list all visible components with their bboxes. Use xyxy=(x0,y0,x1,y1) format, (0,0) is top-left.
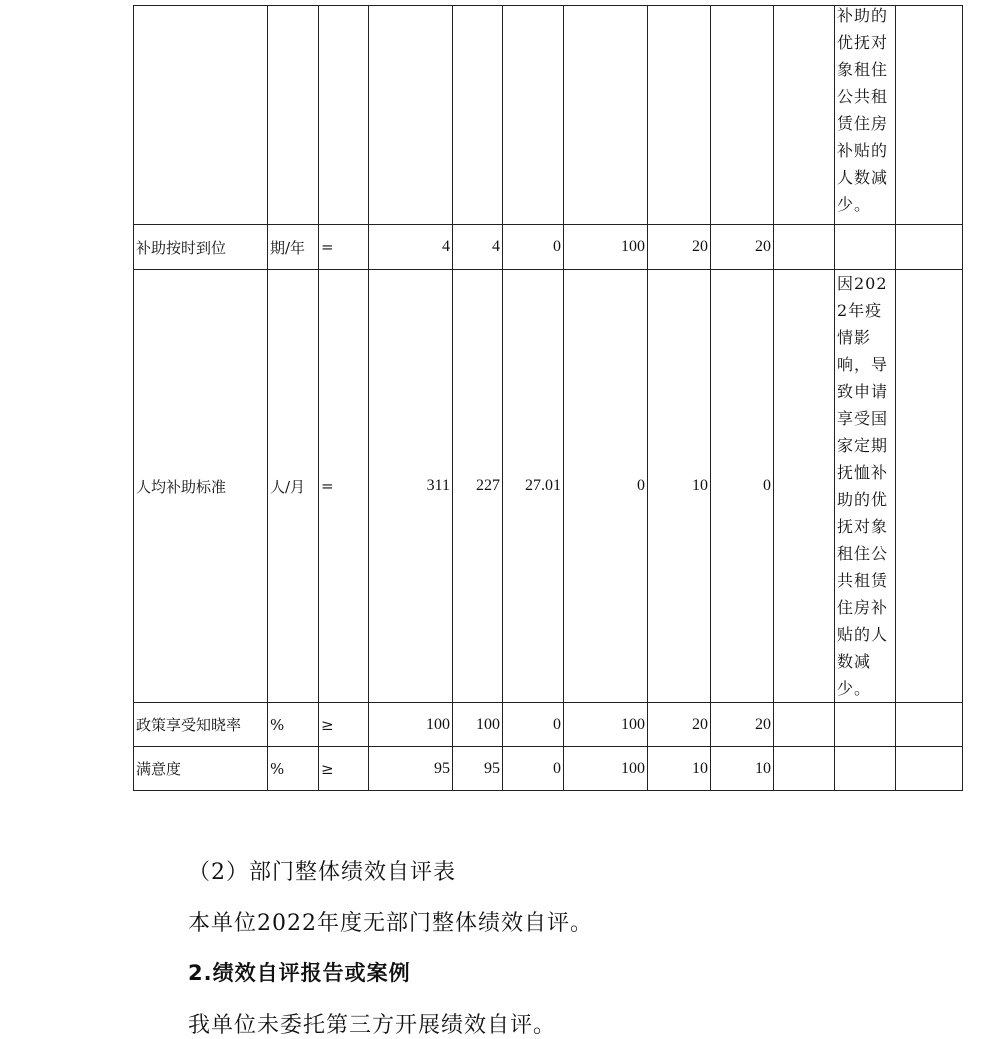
target-cell: 95 xyxy=(369,747,453,791)
operator-cell: ≥ xyxy=(319,703,369,747)
body-paragraph: 本单位2022年度无部门整体绩效自评。 xyxy=(188,911,593,936)
target-cell xyxy=(369,6,453,225)
target-cell: 100 xyxy=(369,703,453,747)
unit-cell: % xyxy=(268,703,319,747)
remark-cell xyxy=(835,225,896,270)
deviation-cell xyxy=(503,6,564,225)
weight-cell: 10 xyxy=(648,270,711,703)
weight-cell: 20 xyxy=(648,225,711,270)
remark-cell xyxy=(835,6,896,225)
blank-cell xyxy=(774,747,835,791)
blank-cell xyxy=(774,225,835,270)
remark-text: 因2022年疫情影响，导致申请享受国家定期抚恤补助的优抚对象租住公共租赁住房补贴的人数减少。 xyxy=(837,274,889,698)
extra-cell xyxy=(896,270,963,703)
section-heading: 2.绩效自评报告或案例 xyxy=(188,961,411,985)
actual-cell xyxy=(453,6,503,225)
completion-cell xyxy=(564,6,648,225)
deviation-cell: 27.01 xyxy=(503,270,564,703)
score-cell xyxy=(711,6,774,225)
unit-cell xyxy=(268,6,319,225)
extra-cell xyxy=(896,225,963,270)
section-subheading: （2）部门整体绩效自评表 xyxy=(188,860,456,885)
weight-cell xyxy=(648,6,711,225)
actual-cell: 227 xyxy=(453,270,503,703)
unit-cell: % xyxy=(268,747,319,791)
table-row xyxy=(134,6,963,225)
completion-cell: 100 xyxy=(564,225,648,270)
body-paragraph: 我单位未委托第三方开展绩效自评。 xyxy=(188,1013,557,1038)
blank-cell xyxy=(774,270,835,703)
completion-cell: 100 xyxy=(564,747,648,791)
score-cell: 10 xyxy=(711,747,774,791)
remark-cell xyxy=(835,703,896,747)
operator-cell: = xyxy=(319,225,369,270)
deviation-cell: 0 xyxy=(503,703,564,747)
table-row xyxy=(134,225,963,270)
deviation-cell: 0 xyxy=(503,747,564,791)
indicator-cell: 补助按时到位 xyxy=(134,225,268,270)
indicator-cell: 满意度 xyxy=(134,747,268,791)
score-cell: 20 xyxy=(711,225,774,270)
actual-cell: 95 xyxy=(453,747,503,791)
extra-cell xyxy=(896,703,963,747)
extra-cell xyxy=(896,6,963,225)
performance-table xyxy=(133,5,963,791)
target-cell: 4 xyxy=(369,225,453,270)
indicator-cell: 人均补助标准 xyxy=(134,270,268,703)
score-cell: 0 xyxy=(711,270,774,703)
unit-cell: 人/月 xyxy=(268,270,319,703)
operator-cell: ≥ xyxy=(319,747,369,791)
operator-cell: = xyxy=(319,270,369,703)
remark-text: 补助的优抚对象租住公共租赁住房补贴的人数减少。 xyxy=(837,6,889,214)
remark-cell xyxy=(835,270,896,703)
actual-cell: 4 xyxy=(453,225,503,270)
extra-cell xyxy=(896,747,963,791)
table-row xyxy=(134,270,963,703)
actual-cell: 100 xyxy=(453,703,503,747)
remark-cell xyxy=(835,747,896,791)
target-cell: 311 xyxy=(369,270,453,703)
blank-cell xyxy=(774,6,835,225)
deviation-cell: 0 xyxy=(503,225,564,270)
weight-cell: 20 xyxy=(648,703,711,747)
indicator-cell xyxy=(134,6,268,225)
table-row xyxy=(134,747,963,791)
completion-cell: 100 xyxy=(564,703,648,747)
unit-cell: 期/年 xyxy=(268,225,319,270)
score-cell: 20 xyxy=(711,703,774,747)
completion-cell: 0 xyxy=(564,270,648,703)
indicator-cell: 政策享受知晓率 xyxy=(134,703,268,747)
weight-cell: 10 xyxy=(648,747,711,791)
operator-cell xyxy=(319,6,369,225)
table-row xyxy=(134,703,963,747)
blank-cell xyxy=(774,703,835,747)
